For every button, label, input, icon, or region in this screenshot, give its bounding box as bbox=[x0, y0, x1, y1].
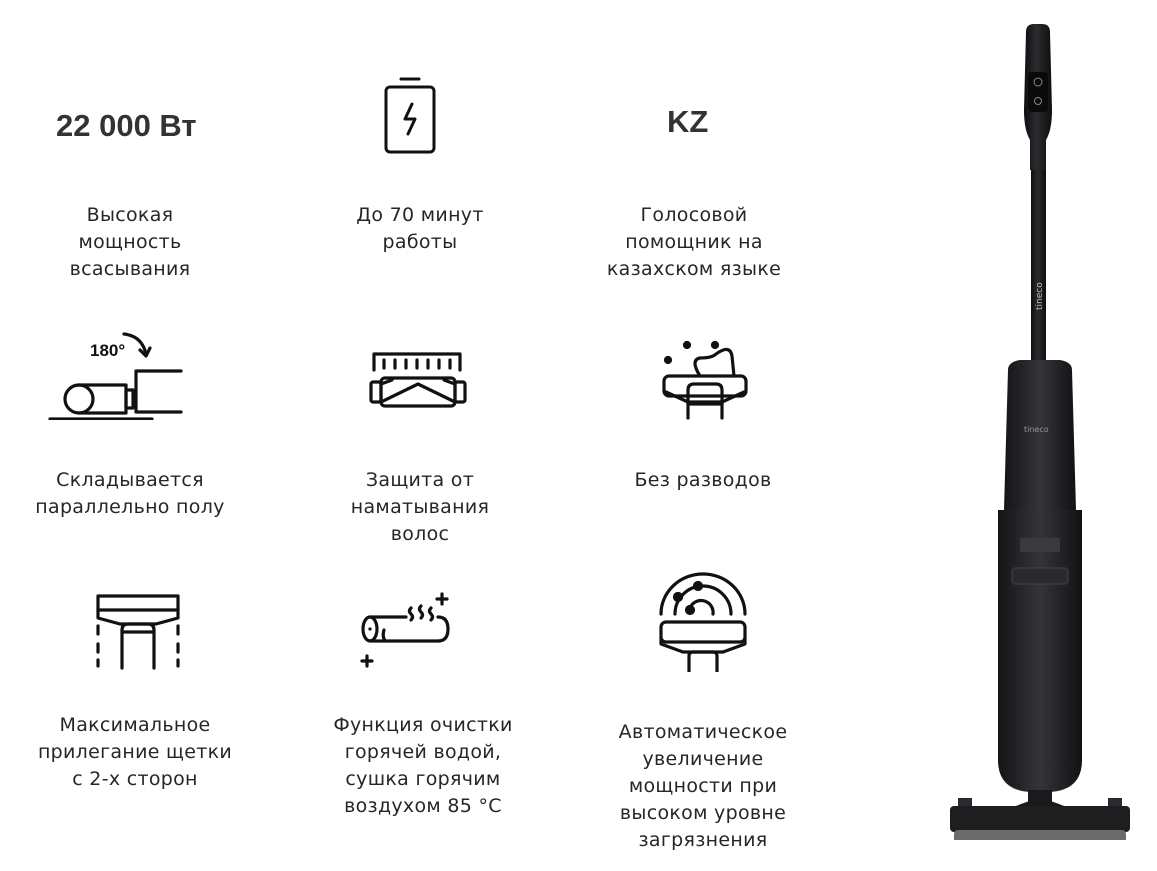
autopower-caption bbox=[573, 719, 833, 854]
caption-line: Функция очистки bbox=[333, 714, 513, 736]
edge-caption bbox=[5, 712, 265, 793]
voice-headline: KZ bbox=[667, 104, 709, 139]
fold-angle-label: 180° bbox=[90, 341, 126, 360]
caption-line: Автоматическое bbox=[618, 721, 788, 743]
caption-line: Высокая bbox=[86, 204, 174, 226]
caption-line: наматывания bbox=[350, 496, 490, 518]
caption-line: мощности при bbox=[628, 775, 778, 797]
voice-caption bbox=[564, 202, 824, 283]
caption-line: сушка горячим bbox=[345, 768, 501, 790]
brand-logo-shaft: tineco bbox=[1035, 282, 1045, 310]
hotwater-caption bbox=[293, 712, 553, 820]
battery-bolt-icon bbox=[383, 76, 437, 156]
caption-line: воздухом 85 °C bbox=[344, 795, 502, 817]
product-image-vacuum bbox=[930, 20, 1150, 840]
caption-line: Складывается bbox=[56, 469, 204, 491]
caption-line: прилегание щетки bbox=[37, 741, 233, 763]
fold-caption bbox=[0, 467, 260, 521]
caption-line: всасывания bbox=[69, 258, 191, 280]
caption-line: горячей водой, bbox=[344, 741, 502, 763]
clean-head-icon bbox=[660, 330, 750, 422]
caption-line: волос bbox=[390, 523, 450, 545]
brand-logo-body: tineco bbox=[1024, 425, 1049, 434]
caption-line: помощник на bbox=[625, 231, 763, 253]
caption-line: загрязнения bbox=[638, 829, 768, 851]
dirt-sensor-icon bbox=[657, 572, 749, 672]
caption-line: До 70 минут bbox=[356, 204, 484, 226]
caption-line: казахском языке bbox=[606, 258, 782, 280]
caption-line: Защита от bbox=[365, 469, 475, 491]
hot-roller-icon bbox=[358, 590, 458, 670]
power-headline: 22 000 Вт bbox=[56, 108, 197, 143]
edge-cleaning-icon bbox=[94, 592, 182, 672]
roller-brush-icon bbox=[368, 350, 470, 410]
nostreaks-caption bbox=[573, 467, 833, 494]
antitangle-caption bbox=[290, 467, 550, 548]
caption-line: параллельно полу bbox=[35, 496, 225, 518]
caption-line: Без разводов bbox=[634, 469, 772, 491]
caption-line: высоком уровне bbox=[619, 802, 787, 824]
caption-line: с 2-х сторон bbox=[72, 768, 198, 790]
battery-caption bbox=[290, 202, 550, 256]
caption-line: мощность bbox=[78, 231, 182, 253]
power-caption bbox=[0, 202, 260, 283]
caption-line: работы bbox=[382, 231, 458, 253]
caption-line: Максимальное bbox=[59, 714, 211, 736]
caption-line: увеличение bbox=[642, 748, 764, 770]
caption-line: Голосовой bbox=[640, 204, 748, 226]
